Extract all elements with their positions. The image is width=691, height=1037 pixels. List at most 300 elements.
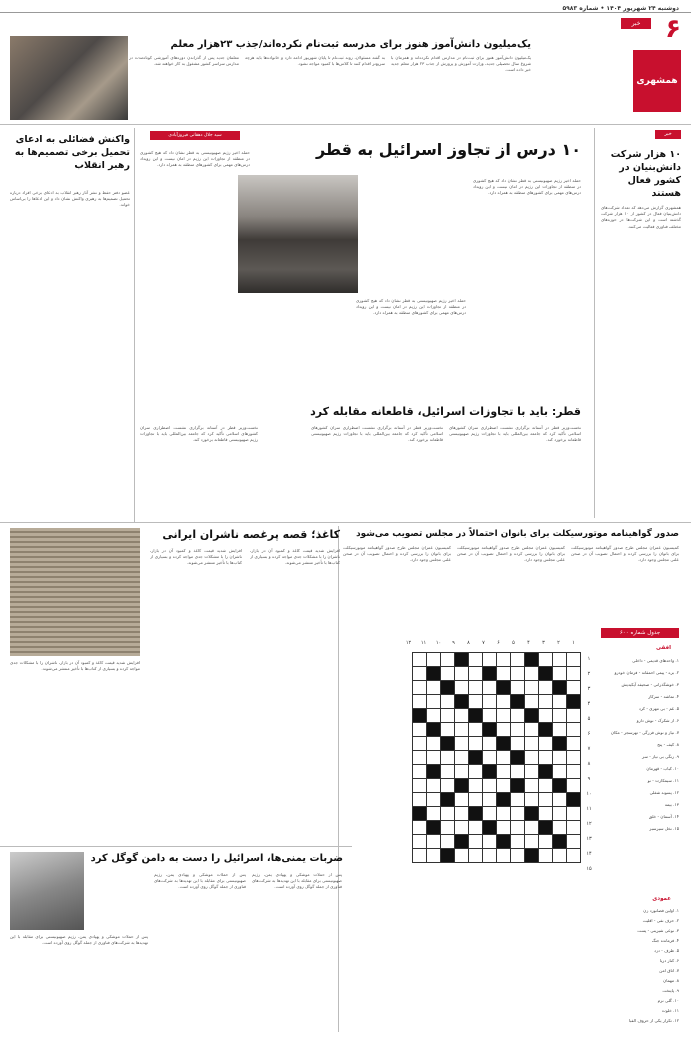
crossword-cell[interactable] — [413, 793, 427, 807]
opinion-headline: واکنش فضائلی به ادعای تحمیل برخی تصمیم‌ها به رهبر انقلاب — [14, 134, 130, 171]
crossword-black-cell — [539, 821, 553, 835]
qatar-headline: قطر: باید با تجاوزات اسرائیل، قاطعانه مقابله کرد — [310, 405, 581, 418]
crossword-black-cell — [413, 807, 427, 821]
crossword-cell[interactable] — [553, 709, 567, 723]
crossword-col-number: ۹ — [452, 640, 455, 646]
doha-smoke-photo — [238, 175, 358, 293]
sidebar-label — [655, 130, 681, 139]
crossword-row — [413, 849, 581, 863]
crossword-cell[interactable] — [567, 653, 581, 667]
down-clue: ۴. فرمانده جنگ — [651, 938, 679, 943]
crossword-cell[interactable] — [553, 821, 567, 835]
paper-stacks-photo — [10, 528, 140, 656]
crossword-black-cell — [455, 653, 469, 667]
down-clue: ۱۰. گلی نرم — [657, 998, 679, 1003]
crossword-col-number: ۴ — [527, 640, 530, 646]
crossword-black-cell — [511, 751, 525, 765]
crossword-row-number: ۱ — [587, 656, 591, 662]
crossword-cell[interactable] — [525, 835, 539, 849]
crossword-cell[interactable] — [539, 793, 553, 807]
crossword-cell[interactable] — [413, 835, 427, 849]
crossword-black-cell — [497, 793, 511, 807]
crossword-cell[interactable] — [427, 835, 441, 849]
crossword-cell[interactable] — [441, 779, 455, 793]
crossword-cell[interactable] — [427, 849, 441, 863]
crossword-black-cell — [525, 807, 539, 821]
crossword-cell[interactable] — [427, 807, 441, 821]
crossword-cell[interactable] — [441, 835, 455, 849]
crossword-row-number: ۹ — [587, 776, 591, 782]
down-clue: ۱۱. خلوت — [661, 1008, 679, 1013]
top-story-headline: یک‌میلیون دانش‌آموز هنوز برای مدرسه ثبت‌نام نکرده‌اند/جذب ۲۳هزار معلم — [170, 39, 531, 50]
crossword-cell[interactable] — [539, 751, 553, 765]
crossword-col-number: ۶ — [497, 640, 500, 646]
crossword-row-number: ۲ — [587, 671, 591, 677]
crossword-black-cell — [427, 765, 441, 779]
logo — [633, 50, 681, 112]
crossword-row — [413, 737, 581, 751]
crossword-row-number: ۱۵ — [586, 866, 592, 872]
crossword-black-cell — [539, 667, 553, 681]
crossword-title: جدول شماره ۶۰۰ — [619, 630, 661, 636]
yemen-col-3: پس از حملات موشکی و پهپادی یمن، رژیم صهیونیستی برای مقابله با این تهدیدها به شرکت‌های فناوری از جمله گوگل روی آورده است. — [10, 934, 148, 946]
crossword-black-cell — [539, 723, 553, 737]
crossword-cell[interactable] — [455, 849, 469, 863]
down-clue: ۵. ظرف - دزد — [654, 948, 679, 953]
across-clue: ۱۴. آسمان - خلق — [648, 814, 679, 819]
crossword-cell[interactable] — [553, 723, 567, 737]
crossword-cell[interactable] — [455, 765, 469, 779]
sidebar-label-text: خبر — [664, 131, 672, 137]
crossword-cell[interactable] — [539, 737, 553, 751]
crossword-cell[interactable] — [469, 821, 483, 835]
crossword-cell[interactable] — [441, 821, 455, 835]
crossword-cell[interactable] — [511, 653, 525, 667]
across-clues — [599, 655, 679, 835]
crossword-black-cell — [455, 779, 469, 793]
crossword-col-number: ۱۰ — [435, 640, 442, 646]
crossword-cell[interactable] — [469, 667, 483, 681]
crossword-cell[interactable] — [413, 737, 427, 751]
crossword-cell[interactable] — [497, 779, 511, 793]
crossword-cell[interactable] — [497, 807, 511, 821]
crossword-row — [413, 807, 581, 821]
crossword-black-cell — [441, 737, 455, 751]
crossword-cell[interactable] — [469, 681, 483, 695]
crossword-cell[interactable] — [511, 793, 525, 807]
crossword-black-cell — [469, 807, 483, 821]
sidebar-divider — [594, 128, 595, 518]
byline — [150, 131, 240, 140]
crossword-row — [413, 695, 581, 709]
crossword-cell[interactable] — [469, 737, 483, 751]
crossword-cell[interactable] — [553, 765, 567, 779]
crossword-cell[interactable] — [427, 793, 441, 807]
crossword-cell[interactable] — [483, 709, 497, 723]
crossword-cell[interactable] — [469, 835, 483, 849]
across-clue: ۱۰. کباب - قهرمان — [646, 766, 679, 771]
crossword-cell[interactable] — [567, 807, 581, 821]
crossword-row-number: ۶ — [587, 731, 591, 737]
crossword-black-cell — [483, 821, 497, 835]
crossword-cell[interactable] — [553, 695, 567, 709]
crossword-column-numbers — [401, 640, 581, 648]
yemen-col-1: پس از حملات موشکی و پهپادی یمن، رژیم صهیونیستی برای مقابله با این تهدیدها به شرکت‌های فناوری از جمله گوگل روی آورده است. — [252, 872, 342, 890]
crossword-black-cell — [441, 849, 455, 863]
crossword-cell[interactable] — [469, 849, 483, 863]
crossword-cell[interactable] — [455, 667, 469, 681]
crossword-cell[interactable] — [567, 779, 581, 793]
crossword-cell[interactable] — [497, 695, 511, 709]
top-story-col-right: یک‌میلیون دانش‌آموز هنوز برای ثبت‌نام در مدارس اقدام نکرده‌اند و همزمان با شروع سال تحصیلی جدید، وزارت آموزش و پرورش از جذب ۲۳ هزار معلم جدید خبر داده است. — [391, 55, 531, 73]
crossword-cell[interactable] — [553, 849, 567, 863]
crossword-black-cell — [525, 849, 539, 863]
crossword-cell[interactable] — [539, 695, 553, 709]
crossword-cell[interactable] — [441, 751, 455, 765]
crossword-row-number: ۴ — [587, 701, 591, 707]
crossword-row — [413, 681, 581, 695]
crossword-row-number: ۱۳ — [586, 836, 592, 842]
crossword-col-number: ۳ — [542, 640, 545, 646]
across-clue: ۱۱. سیمکارت - نو — [647, 778, 679, 783]
crossword-black-cell — [427, 723, 441, 737]
across-clue: ۱. واحدهای قدیمی - داخلی — [632, 658, 679, 663]
down-clues — [599, 906, 679, 1026]
top-story-col-mid: به گفته مسئولان، روند ثبت‌نام تا پایان شهریور ادامه دارد و خانواده‌ها باید هرچه سریع‌تر اقدام کنند تا کلاس‌ها با کمبود مواجه نشود. — [245, 55, 385, 67]
crossword-cell[interactable] — [511, 681, 525, 695]
crossword-cell[interactable] — [483, 751, 497, 765]
date-line: دوشنبه ۲۴ شهریور ۱۴۰۴ • شماره ۵۹۸۳ — [562, 5, 679, 12]
opinion-body: عضو دفتر حفظ و نشر آثار رهبر انقلاب به ادعای برخی افراد درباره تحمیل تصمیم‌ها به رهبری واکنش نشان داد و این ادعاها را بی‌اساس خواند. — [10, 190, 130, 208]
crossword-row — [413, 779, 581, 793]
crossword-cell[interactable] — [413, 681, 427, 695]
crossword-cell[interactable] — [525, 695, 539, 709]
crossword-black-cell — [441, 793, 455, 807]
crossword-cell[interactable] — [525, 793, 539, 807]
crossword-col-number: ۱۲ — [405, 640, 412, 646]
crossword-cell[interactable] — [469, 765, 483, 779]
crossword-black-cell — [553, 681, 567, 695]
qatar-col-1: نخست‌وزیر قطر در آستانه برگزاری نشست اضطراری سران کشورهای اسلامی تأکید کرد که جامعه بین‌المللی باید با تجاوزات رژیم صهیونیستی قاطعانه برخورد کند. — [449, 425, 581, 443]
crossword-cell[interactable] — [427, 695, 441, 709]
crossword-cell[interactable] — [553, 653, 567, 667]
across-clue: ۲. بره - پیمی احمقانه - فرمان خودرو — [614, 670, 679, 675]
crossword-black-cell — [483, 765, 497, 779]
crossword-black-cell — [567, 793, 581, 807]
crossword-cell[interactable] — [567, 681, 581, 695]
crossword-row-number: ۸ — [587, 761, 591, 767]
crossword-cell[interactable] — [483, 737, 497, 751]
crossword-col-number: ۷ — [482, 640, 485, 646]
paper-col-2: افزایش شدید قیمت کاغذ و کمبود آن در بازار، ناشران را با مشکلات جدی مواجه کرده و بسیاری از کتاب‌ها با تأخیر منتشر می‌شوند. — [150, 548, 242, 566]
crossword-cell[interactable] — [525, 667, 539, 681]
crossword-row — [413, 793, 581, 807]
down-clue: ۲. حرف نفی - اقلیت — [642, 918, 679, 923]
yemen-headline: ضربات یمنی‌ها، اسرائیل را دست به دامن گوگل کرد — [90, 853, 343, 864]
crossword-cell[interactable] — [539, 807, 553, 821]
crossword-col-number: ۲ — [557, 640, 560, 646]
crossword-cell[interactable] — [497, 821, 511, 835]
across-clue: ۹. رنگی بی نیاز - سر — [642, 754, 679, 759]
crossword-row-number: ۱۱ — [586, 806, 592, 812]
crossword-cell[interactable] — [441, 723, 455, 737]
crossword-cell[interactable] — [413, 765, 427, 779]
top-rule — [0, 12, 691, 13]
crossword-cell[interactable] — [455, 737, 469, 751]
crossword-cell[interactable] — [441, 709, 455, 723]
crossword-black-cell — [525, 653, 539, 667]
down-label: عمودی — [652, 896, 671, 902]
crossword-black-cell — [553, 779, 567, 793]
crossword-cell[interactable] — [427, 653, 441, 667]
crossword-row — [413, 709, 581, 723]
crossword-cell[interactable] — [567, 709, 581, 723]
across-clue: ۴. تماشه - سرکار — [648, 694, 679, 699]
crossword-cell[interactable] — [525, 751, 539, 765]
down-clue: ۸. مهمان — [663, 978, 679, 983]
crossword-cell[interactable] — [469, 793, 483, 807]
crossword-cell[interactable] — [441, 653, 455, 667]
crossword-black-cell — [511, 695, 525, 709]
crossword-black-cell — [497, 681, 511, 695]
across-clue: ۳. خوشگذرانی - صحیفه آیکیدیش — [621, 682, 679, 687]
main-story-headline: ۱۰ درس از تجاوز اسرائیل به قطر — [315, 140, 581, 159]
opinion-divider — [134, 128, 135, 523]
crossword-cell[interactable] — [497, 849, 511, 863]
bill-col-2: کمیسیون عمران مجلس طرح صدور گواهینامه موتورسیکلت برای بانوان را بررسی کرده و احتمال تصویب آن در صحن علنی مجلس وجود دارد. — [457, 545, 565, 563]
crossword-cell[interactable] — [567, 821, 581, 835]
crossword-black-cell — [497, 737, 511, 751]
across-clue: ۱۳. بیمه — [664, 802, 679, 807]
sidebar-body: همشهری گزارش می‌دهد که تعداد شرکت‌های دانش‌بنیان فعال در کشور از ۱۰ هزار شرکت گذشته است و این شرکت‌ها در حوزه‌های مختلف فناوری فعالیت می‌کنند. — [601, 205, 681, 229]
crossword-black-cell — [539, 765, 553, 779]
crossword-cell[interactable] — [497, 751, 511, 765]
crossword-cell[interactable] — [427, 709, 441, 723]
crossword-col-number: ۸ — [467, 640, 470, 646]
crossword-black-cell — [427, 821, 441, 835]
crossword-cell[interactable] — [413, 779, 427, 793]
crossword-black-cell — [553, 737, 567, 751]
down-clue: ۱۲. تکرار یکی از حروف الفبا — [629, 1018, 679, 1023]
crossword-cell[interactable] — [497, 709, 511, 723]
yemen-photo — [10, 852, 84, 930]
crossword-cell[interactable] — [469, 695, 483, 709]
crossword-cell[interactable] — [511, 723, 525, 737]
crossword-title-bar — [601, 628, 679, 638]
crossword-row-numbers — [583, 652, 595, 877]
crossword-row — [413, 723, 581, 737]
crossword-col-number: ۱ — [572, 640, 575, 646]
page-number: ۶ — [665, 14, 681, 44]
main-story-col-1: حمله اخیر رژیم صهیونیستی به قطر نشان داد که هیچ کشوری در منطقه از تجاوزات این رژیم در امان نیست و این رویداد درس‌های مهمی برای کشورهای منطقه به همراه دارد. — [473, 178, 581, 196]
main-story-col-3: حمله اخیر رژیم صهیونیستی به قطر نشان داد که هیچ کشوری در منطقه از تجاوزات این رژیم در امان نیست و این رویداد درس‌های مهمی برای کشورهای منطقه به همراه دارد. — [140, 150, 250, 168]
crossword-cell[interactable] — [413, 653, 427, 667]
crossword-cell[interactable] — [413, 751, 427, 765]
crossword-cell[interactable] — [455, 723, 469, 737]
crossword-cell[interactable] — [511, 821, 525, 835]
crossword-cell[interactable] — [525, 737, 539, 751]
crossword-cell[interactable] — [441, 695, 455, 709]
yemen-col-2: پس از حملات موشکی و پهپادی یمن، رژیم صهیونیستی برای مقابله با این تهدیدها به شرکت‌های فناوری از جمله گوگل روی آورده است. — [154, 872, 246, 890]
crossword-row — [413, 751, 581, 765]
crossword-cell[interactable] — [483, 793, 497, 807]
crossword-black-cell — [511, 779, 525, 793]
paper-headline: کاغذ؛ قصه پرغصه ناشران ایرانی — [162, 528, 340, 541]
crossword-cell[interactable] — [497, 723, 511, 737]
crossword-cell[interactable] — [469, 723, 483, 737]
crossword-row-number: ۱۴ — [586, 851, 592, 857]
down-clue: ۶. کنار دریا — [659, 958, 679, 963]
down-clue: ۳. نوعی شیرینی - پست — [637, 928, 679, 933]
crossword-row — [413, 821, 581, 835]
crossword-cell[interactable] — [567, 667, 581, 681]
crossword-cell[interactable] — [539, 709, 553, 723]
crossword-row — [413, 765, 581, 779]
qatar-col-3: نخست‌وزیر قطر در آستانه برگزاری نشست اضطراری سران کشورهای اسلامی تأکید کرد که جامعه بین‌المللی باید با تجاوزات رژیم صهیونیستی قاطعانه برخورد کند. — [140, 425, 258, 443]
crossword-row-number: ۳ — [587, 686, 591, 692]
crossword-black-cell — [483, 723, 497, 737]
crossword-black-cell — [469, 709, 483, 723]
crossword-cell[interactable] — [427, 737, 441, 751]
crossword-cell[interactable] — [483, 807, 497, 821]
crossword-cell[interactable] — [413, 667, 427, 681]
crossword-cell[interactable] — [427, 751, 441, 765]
crossword-cell[interactable] — [483, 835, 497, 849]
crossword-cell[interactable] — [455, 793, 469, 807]
crossword-cell[interactable] — [455, 681, 469, 695]
crossword-black-cell — [483, 667, 497, 681]
down-clue: ۹. پایتخت — [662, 988, 679, 993]
crossword-row — [413, 653, 581, 667]
crossword-cell[interactable] — [427, 779, 441, 793]
crossword-cell[interactable] — [539, 653, 553, 667]
across-clue: ۸. کیف - پنج — [657, 742, 679, 747]
crossword-black-cell — [469, 751, 483, 765]
crossword-cell[interactable] — [511, 709, 525, 723]
crossword-cell[interactable] — [469, 653, 483, 667]
crossword-cell[interactable] — [497, 667, 511, 681]
across-clue: ۶. از شکرک - نوش دارو — [636, 718, 679, 723]
crossword-cell[interactable] — [511, 849, 525, 863]
crossword-black-cell — [567, 695, 581, 709]
paper-col-1: افزایش شدید قیمت کاغذ و کمبود آن در بازار، ناشران را با مشکلات جدی مواجه کرده و بسیاری از کتاب‌ها با تأخیر منتشر می‌شوند. — [250, 548, 340, 566]
crossword-cell[interactable] — [469, 779, 483, 793]
crossword-cell[interactable] — [525, 681, 539, 695]
crossword-cell[interactable] — [553, 807, 567, 821]
crossword-cell[interactable] — [539, 849, 553, 863]
crossword-cell[interactable] — [511, 737, 525, 751]
across-clue: ۱۲. پسوند شغلی — [649, 790, 679, 795]
crossword-cell[interactable] — [413, 695, 427, 709]
crossword-black-cell — [497, 835, 511, 849]
bill-col-1: کمیسیون عمران مجلس طرح صدور گواهینامه موتورسیکلت برای بانوان را بررسی کرده و احتمال تصویب آن در صحن علنی مجلس وجود دارد. — [571, 545, 679, 563]
bill-headline: صدور گواهینامه موتورسیکلت برای بانوان احتمالاً در مجلس تصویب می‌شود — [356, 529, 679, 539]
crossword-cell[interactable] — [497, 653, 511, 667]
crossword-cell[interactable] — [511, 765, 525, 779]
crossword-cell[interactable] — [525, 779, 539, 793]
crossword-black-cell — [525, 709, 539, 723]
crossword-black-cell — [427, 667, 441, 681]
divider-3 — [0, 846, 352, 847]
section-label-text: خبر — [631, 20, 641, 27]
crossword-cell[interactable] — [455, 751, 469, 765]
crossword-cell[interactable] — [511, 667, 525, 681]
crossword-cell[interactable] — [441, 807, 455, 821]
classroom-photo — [10, 36, 128, 120]
crossword-row-number: ۱۰ — [586, 791, 592, 797]
crossword-cell[interactable] — [483, 849, 497, 863]
crossword-cell[interactable] — [553, 751, 567, 765]
crossword-cell[interactable] — [553, 793, 567, 807]
crossword-cell[interactable] — [539, 835, 553, 849]
crossword-cell[interactable] — [483, 779, 497, 793]
section-label — [621, 18, 651, 29]
qatar-col-2: نخست‌وزیر قطر در آستانه برگزاری نشست اضطراری سران کشورهای اسلامی تأکید کرد که جامعه بین‌المللی باید با تجاوزات رژیم صهیونیستی قاطعانه برخورد کند. — [311, 425, 443, 443]
crossword-cell[interactable] — [441, 765, 455, 779]
crossword-row — [413, 667, 581, 681]
crossword-cell[interactable] — [483, 681, 497, 695]
bill-col-3: کمیسیون عمران مجلس طرح صدور گواهینامه موتورسیکلت برای بانوان را بررسی کرده و احتمال تصویب آن در صحن علنی مجلس وجود دارد. — [343, 545, 451, 563]
divider-1 — [0, 124, 691, 125]
across-clue: ۷. نیاز و نوش فزرگی - تهرسجر - مکان — [610, 730, 679, 735]
crossword-cell[interactable] — [567, 751, 581, 765]
divider-2 — [0, 522, 691, 523]
crossword-cell[interactable] — [539, 681, 553, 695]
crossword-cell[interactable] — [539, 779, 553, 793]
crossword-cell[interactable] — [567, 765, 581, 779]
crossword-cell[interactable] — [455, 709, 469, 723]
crossword-black-cell — [455, 835, 469, 849]
crossword-cell[interactable] — [525, 765, 539, 779]
crossword-cell[interactable] — [413, 849, 427, 863]
across-label: افقی — [655, 645, 671, 651]
crossword-cell[interactable] — [525, 723, 539, 737]
crossword-cell[interactable] — [455, 807, 469, 821]
crossword-cell[interactable] — [497, 765, 511, 779]
crossword-black-cell — [455, 695, 469, 709]
crossword-row-number: ۵ — [587, 716, 591, 722]
crossword-cell[interactable] — [567, 723, 581, 737]
crossword-cell[interactable] — [511, 807, 525, 821]
crossword-cell[interactable] — [567, 835, 581, 849]
crossword-cell[interactable] — [553, 667, 567, 681]
crossword-cell[interactable] — [413, 821, 427, 835]
crossword-row — [413, 835, 581, 849]
crossword-row-number: ۷ — [587, 746, 591, 752]
crossword-cell[interactable] — [427, 681, 441, 695]
crossword-cell[interactable] — [511, 835, 525, 849]
across-clue: ۵. غم - بی مهری - کرد — [638, 706, 679, 711]
across-clue: ۱۵. نخل سیرسبز — [649, 826, 679, 831]
crossword-black-cell — [413, 709, 427, 723]
sidebar-headline: ۱۰ هزار شرکت دانش‌بنیان در کشور فعال هستند — [610, 149, 681, 199]
down-clue: ۷. اتاق امن — [659, 968, 679, 973]
crossword-cell[interactable] — [567, 737, 581, 751]
crossword-row-number: ۱۲ — [586, 821, 592, 827]
crossword-cell[interactable] — [525, 821, 539, 835]
logo-text: همشهری — [636, 76, 678, 86]
crossword-black-cell — [553, 835, 567, 849]
crossword-black-cell — [441, 681, 455, 695]
crossword-cell[interactable] — [483, 695, 497, 709]
crossword-cell[interactable] — [413, 723, 427, 737]
crossword-cell[interactable] — [455, 821, 469, 835]
crossword-cell[interactable] — [483, 653, 497, 667]
crossword-cell[interactable] — [567, 849, 581, 863]
crossword-col-number: ۵ — [512, 640, 515, 646]
crossword-cell[interactable] — [441, 667, 455, 681]
crossword-col-number: ۱۱ — [420, 640, 427, 646]
